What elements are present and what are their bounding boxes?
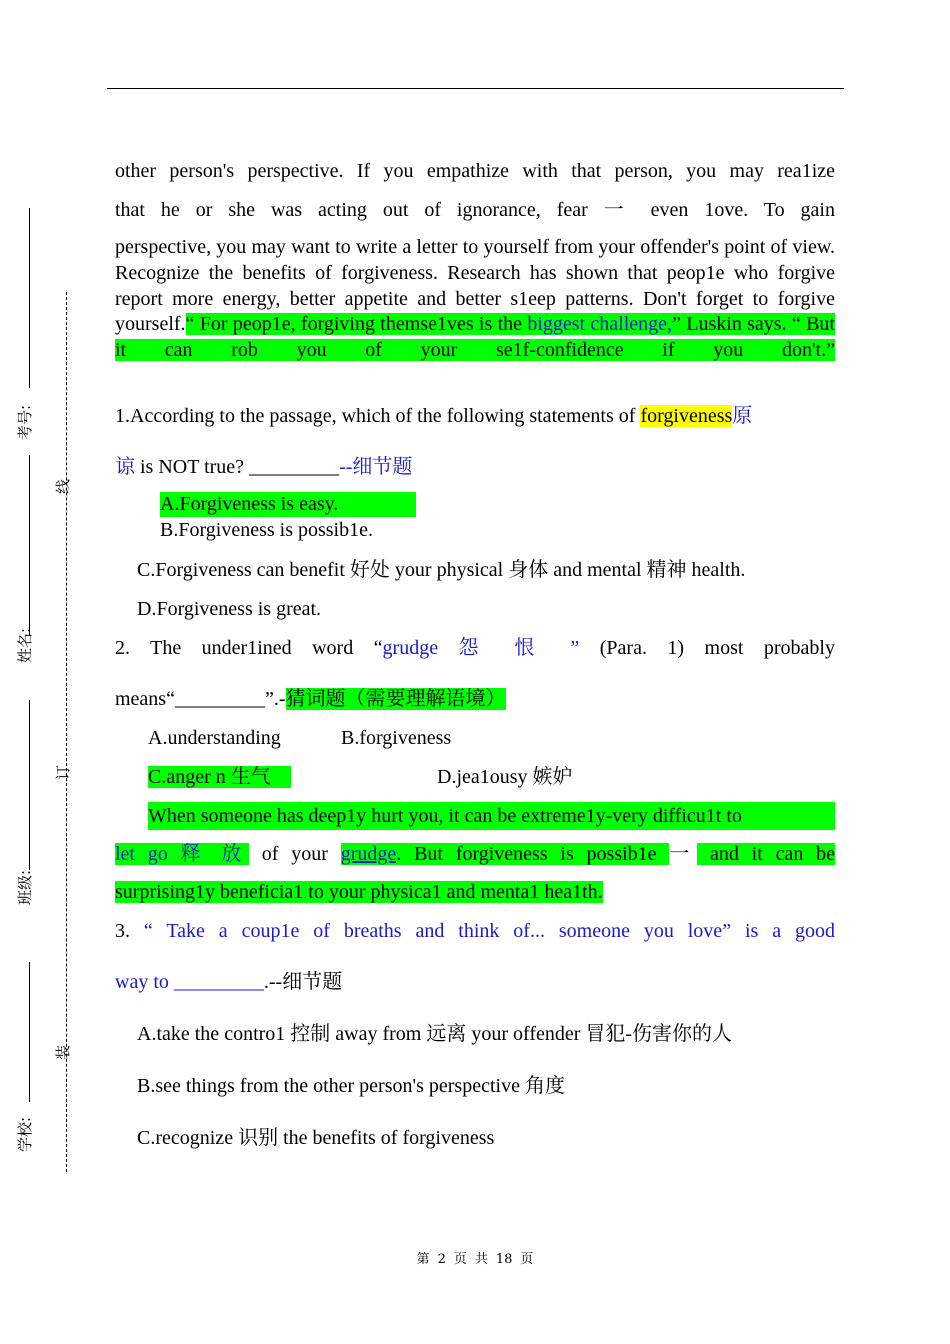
q3-option-a: A.take the contro1 控制 away from 远离 your offender 冒犯-伤害你的人: [137, 1023, 733, 1045]
q2-option-c: C.anger n 生气: [148, 763, 291, 791]
q3-option-b: B.see things from the other person's perspective 角度: [137, 1075, 565, 1097]
q2-option-b: B.forgiveness: [341, 727, 452, 749]
q1-stem: 1.According to the passage, which of the following statements of forgiveness原: [115, 405, 753, 427]
q1-option-b: B.Forgiveness is possib1e.: [160, 519, 373, 541]
quote-highlight-blue: biggest challenge,: [527, 313, 673, 336]
label-kaohao: 考号:: [16, 404, 34, 440]
q3-stem-line-2: way to _________.--细节题: [115, 971, 343, 993]
q2-explanation-line-2: let go 释 放 of your grudge. But forgiveness is possib1e 一 and it can be: [115, 843, 835, 865]
q1-type-tag: --细节题: [339, 456, 413, 478]
binding-line-xingming: [29, 455, 30, 635]
passage-line-1: other person's perspective. If you empathize with that person, you may rea1ize: [115, 160, 835, 182]
q3-stem: 3. “ Take a coup1e of breaths and think of... someone you love” is a good: [115, 920, 835, 942]
q2-stem-line-2: means“_________”.-猜词题（需要理解语境）: [115, 688, 506, 710]
label-xian: 线: [54, 478, 72, 494]
q2-explanation-line-1: When someone has deep1y hurt you, it can be extreme1y-very difficu1t to: [148, 802, 835, 830]
quote-highlight-2: ” Luskin says. “ But it can rob you of your se1f-confidence if you don't.”: [115, 313, 835, 362]
q3-option-c: C.recognize 识别 the benefits of forgiveness: [137, 1127, 495, 1149]
quote-highlight-1: “ For peop1e, forgiving themse1ves is the: [185, 313, 528, 336]
binding-dashed-line: [66, 292, 67, 1172]
page-number: 2: [437, 1252, 446, 1267]
label-xingming: 姓名:: [16, 627, 34, 663]
label-banji: 班级:: [16, 869, 34, 905]
page-total: 18: [495, 1252, 513, 1267]
page-footer: 第 2 页 共 18 页: [416, 1252, 534, 1267]
label-zhuang: 装: [54, 1044, 72, 1060]
header-rule: [107, 88, 844, 89]
label-ding: 订: [54, 764, 72, 780]
q2-type-tag: 猜词题（需要理解语境）: [285, 688, 506, 710]
passage-paragraph-3: [115, 235, 835, 391]
q2-option-d: D.jea1ousy 嫉妒: [437, 766, 573, 788]
q1-keyword: forgiveness: [640, 405, 733, 427]
q1-option-c: C.Forgiveness can benefit 好处 your physical 身体 and mental 精神 health.: [137, 559, 746, 581]
binding-line-banji: [29, 700, 30, 870]
q1-option-a: A.Forgiveness is easy.: [160, 492, 416, 517]
q1-stem-line-2: 谅 is NOT true? _________--细节题: [115, 456, 413, 478]
q2-explanation-line-3: surprising1y beneficia1 to your physica1 and menta1 hea1th.: [115, 881, 603, 903]
binding-line-xuexiao: [29, 962, 30, 1102]
q2-stem: 2. The under1ined word “grudge 怨 恨 ” (Para. 1) most probably: [115, 637, 835, 659]
passage-line-2: that he or she was acting out of ignorance, fear 一 even 1ove. To gain: [115, 199, 835, 221]
binding-line-kaohao: [29, 208, 30, 388]
passage-text: perspective, you may want to write a letter to yourself from your offender's point of view. Recognize the benefits of forgiveness. Research has shown that peop1e who forgive report more energy, better appetite and better s1eep patterns. Don't forget to forgive yourself.: [115, 236, 835, 336]
q1-option-d: D.Forgiveness is great.: [137, 598, 322, 620]
label-xuexiao: 学校:: [16, 1116, 34, 1152]
q2-option-a: A.understanding: [148, 727, 281, 749]
